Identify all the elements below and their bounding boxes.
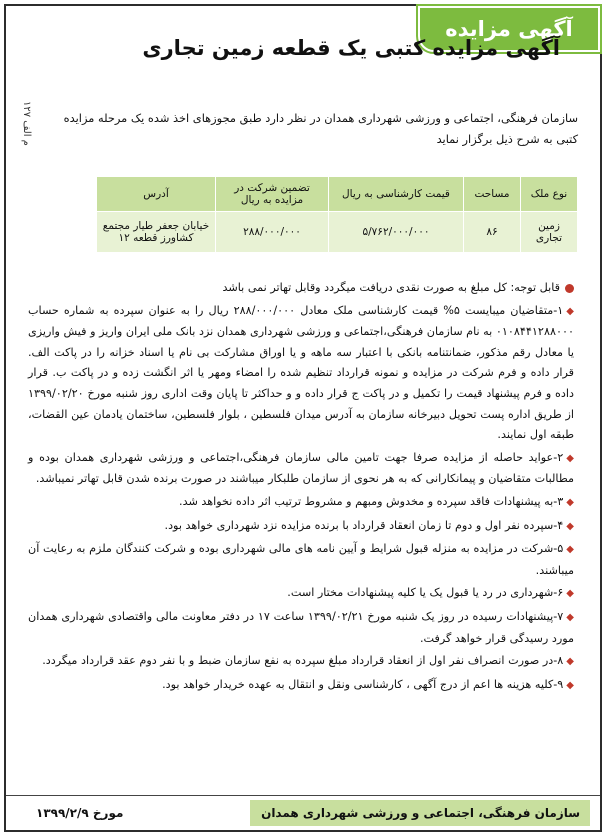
- red-dot-icon: [565, 284, 574, 293]
- cell-appraisal: ۵/۷۶۲/۰۰۰/۰۰۰: [329, 212, 464, 253]
- cell-address: خیابان جعفر طیار مجتمع کشاورز قطعه ۱۲: [97, 212, 216, 253]
- col-header-area: مساحت: [464, 177, 521, 212]
- footer-date: مورخ ۱۳۹۹/۲/۹: [36, 806, 124, 820]
- intro-paragraph: سازمان فرهنگی، اجتماعی و ورزشی شهرداری همدان در نظر دارد طبق مجوزهای اخذ شده یک مرحله مزایده کتبی به شرح ذیل برگزار نماید: [63, 111, 578, 146]
- table-header-row: [97, 177, 578, 212]
- diamond-icon: ◆: [566, 520, 574, 532]
- list-item: ◆۲-عواید حاصله از مزایده صرفا جهت تامین مالی سازمان فرهنگی،اجتماعی و ورزشی شهرداری همدان بوده و مطالبات متقاضیان و پیمانکارانی که به هر نحوی از سازمان طلبکار میباشند در صورت برنده شدن قابل تهاتر نمیباشد.: [28, 450, 574, 486]
- diamond-icon: ◆: [566, 611, 574, 623]
- diamond-icon: ◆: [566, 679, 574, 691]
- list-item: ◆۵-شرکت در مزایده به منزله قبول شرایط و آیین نامه های مالی شهرداری بوده و شرکت کنندگان ملزم به رعایت آن میباشند.: [28, 542, 574, 577]
- conditions-list: [28, 278, 574, 698]
- list-item: ◆۳-به پیشنهادات فاقد سپرده و مخدوش ومبهم و مشروط ترتیب اثر داده نخواهد شد.: [28, 492, 574, 514]
- list-item: ◆۸-در صورت انصراف نفر اول از انعقاد قرارداد مبلغ سپرده به نفع سازمان ضبط و با نفر دوم عقد قرارداد میگردد.: [28, 651, 574, 673]
- col-header-appraisal: قیمت کارشناسی به ریال: [329, 177, 464, 212]
- notice-footer: [6, 795, 600, 830]
- col-header-type: نوع ملک: [521, 177, 578, 212]
- cell-deposit: ۲۸۸/۰۰۰/۰۰۰: [216, 212, 329, 253]
- notice-badge: آگهی مزایده: [418, 6, 600, 52]
- notice-frame: [4, 4, 602, 832]
- diamond-icon: ◆: [566, 544, 574, 556]
- diamond-icon: ◆: [566, 305, 574, 317]
- list-item: ◆۴-سپرده نفر اول و دوم تا زمان انعقاد قرارداد با برنده مزایده نزد شهرداری خواهد بود.: [28, 516, 574, 538]
- note-line: [28, 278, 574, 299]
- diamond-icon: ◆: [566, 452, 574, 464]
- reference-code: م الف ۱۲۷: [21, 101, 32, 146]
- diamond-icon: ◆: [566, 656, 574, 668]
- col-header-deposit: تضمین شرکت در مزایده به ریال: [216, 177, 329, 212]
- notice-title: آگهی مزایده کتبی یک قطعه زمین تجاری: [142, 36, 560, 60]
- list-item: ◆۱-متقاضیان میبایست ۵% قیمت کارشناسی ملک معادل ۲۸۸/۰۰۰/۰۰۰ ریال را به عنوان سپرده به شماره حساب ۰۱۰۸۴۴۱۲۸۸۰۰۰ به نام سازمان فرهنگی،اجتماعی و ورزشی شهرداری همدان نزد بانک ملی ایران واریز و فیش واریزی یا معادل رقم مذکور، ضمانتنامه بانکی با اعتبار سه ماهه و یا اوراق مشارکت بی نام یا اسناد خزانه را در پاکت الف. قرار داده و فرم شرکت در مزایده و نمونه قرارداد تنظیم شده را امضاء ومهر یا اثر انگشت زده و در پاکت ب. قرار داده و فرم پیشنهاد قیمت را تکمیل و در پاکت ج قرار داده و و حداکثر تا پایان وقت اداری روز شنبه مورخ ۱۳۹۹/۰۲/۲۰ از طریق اداره پست تحویل دبیرخانه سازمان به آدرس میدان فلسطین ، بلوار فلسطین، ساختمان یادمان عین القضات، طبقه اول نمایند.: [28, 303, 574, 442]
- note-text: قابل توجه: کل مبلغ به صورت نقدی دریافت میگردد وقابل تهاتر نمی باشد: [222, 281, 560, 294]
- diamond-icon: ◆: [566, 588, 574, 600]
- list-item: ◆۶-شهرداری در رد یا قبول یک یا کلیه پیشنهادات مختار است.: [28, 583, 574, 605]
- list-item: ◆۷-پیشنهادات رسیده در روز یک شنبه مورخ ۱۳۹۹/۰۲/۲۱ ساعت ۱۷ در دفتر معاونت مالی واقتصادی شهرداری همدان مورد رسیدگی قرار خواهد گرفت.: [28, 609, 574, 645]
- footer-organization: سازمان فرهنگی، اجتماعی و ورزشی شهرداری همدان: [250, 800, 590, 826]
- cell-area: ۸۶: [464, 212, 521, 253]
- diamond-icon: ◆: [566, 496, 574, 508]
- property-table: [96, 176, 578, 253]
- col-header-address: آدرس: [97, 177, 216, 212]
- table-row: [97, 212, 578, 253]
- list-item: ◆۹-کلیه هزینه ها اعم از درج آگهی ، کارشناسی ونقل و انتقال به عهده خریدار خواهد بود.: [28, 675, 574, 697]
- cell-type: زمین تجاری: [521, 212, 578, 253]
